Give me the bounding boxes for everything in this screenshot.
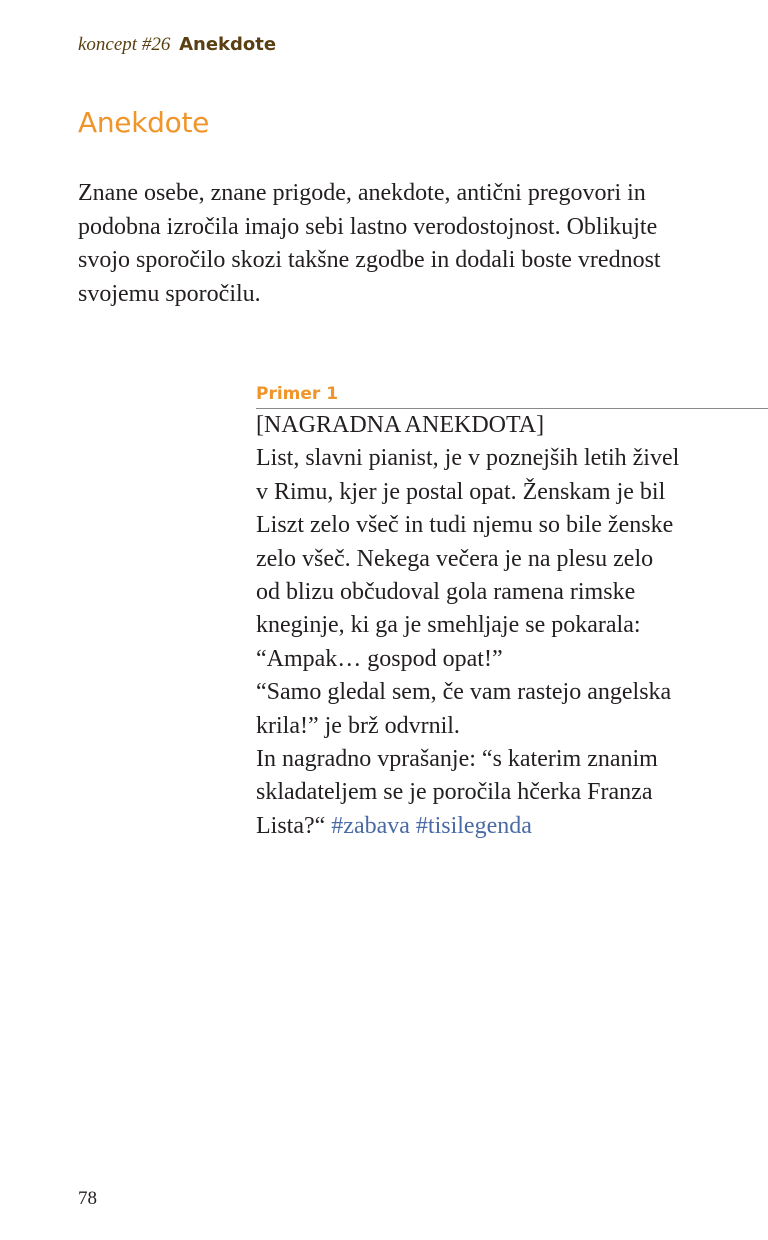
example-line: [NAGRADNA ANEKDOTA] bbox=[256, 412, 545, 438]
running-head-concept: koncept #26 bbox=[78, 34, 171, 55]
running-head bbox=[78, 32, 276, 58]
intro-paragraph bbox=[78, 177, 698, 311]
intro-line: Znane osebe, znane prigode, anekdote, antični pregovori in bbox=[78, 180, 646, 206]
example-body bbox=[256, 409, 706, 843]
example-line: “Samo gledal sem, če vam rastejo angelska bbox=[256, 679, 672, 706]
example-line: zelo všeč. Nekega večera je na plesu zelo bbox=[256, 545, 654, 572]
hashtag-links[interactable]: #zabava #tisilegenda bbox=[331, 812, 532, 839]
example-line: List, slavni pianist, je v poznejših letih živel bbox=[256, 445, 680, 472]
example-line: “Ampak… gospod opat!” bbox=[256, 645, 503, 672]
example-last-line-text: Lista?“ bbox=[256, 812, 326, 839]
example-line: krila!” je brž odvrnil. bbox=[256, 712, 460, 739]
example-box bbox=[256, 382, 768, 843]
page-number: 78 bbox=[78, 1188, 97, 1209]
running-head-title: Anekdote bbox=[179, 34, 277, 55]
example-line: od blizu občudoval gola ramena rimske bbox=[256, 579, 636, 606]
intro-line: svojemu sporočilu. bbox=[78, 280, 261, 307]
example-line: Liszt zelo všeč in tudi njemu so bile ženske bbox=[256, 512, 674, 539]
example-line: v Rimu, kjer je postal opat. Ženskam je bil bbox=[256, 478, 666, 505]
intro-line: podobna izročila imajo sebi lastno verodostojnost. Oblikujte bbox=[78, 213, 658, 240]
example-line: In nagradno vprašanje: “s katerim znanim bbox=[256, 746, 658, 773]
intro-line: svojo sporočilo skozi takšne zgodbe in dodali boste vrednost bbox=[78, 247, 661, 273]
example-line: skladateljem se je poročila hčerka Franza bbox=[256, 779, 653, 806]
example-line: kneginje, ki ga je smehljaje se pokarala: bbox=[256, 612, 641, 639]
example-label: Primer 1 bbox=[256, 382, 768, 409]
example-last-line bbox=[256, 810, 706, 843]
page-title: Anekdote bbox=[78, 106, 210, 139]
